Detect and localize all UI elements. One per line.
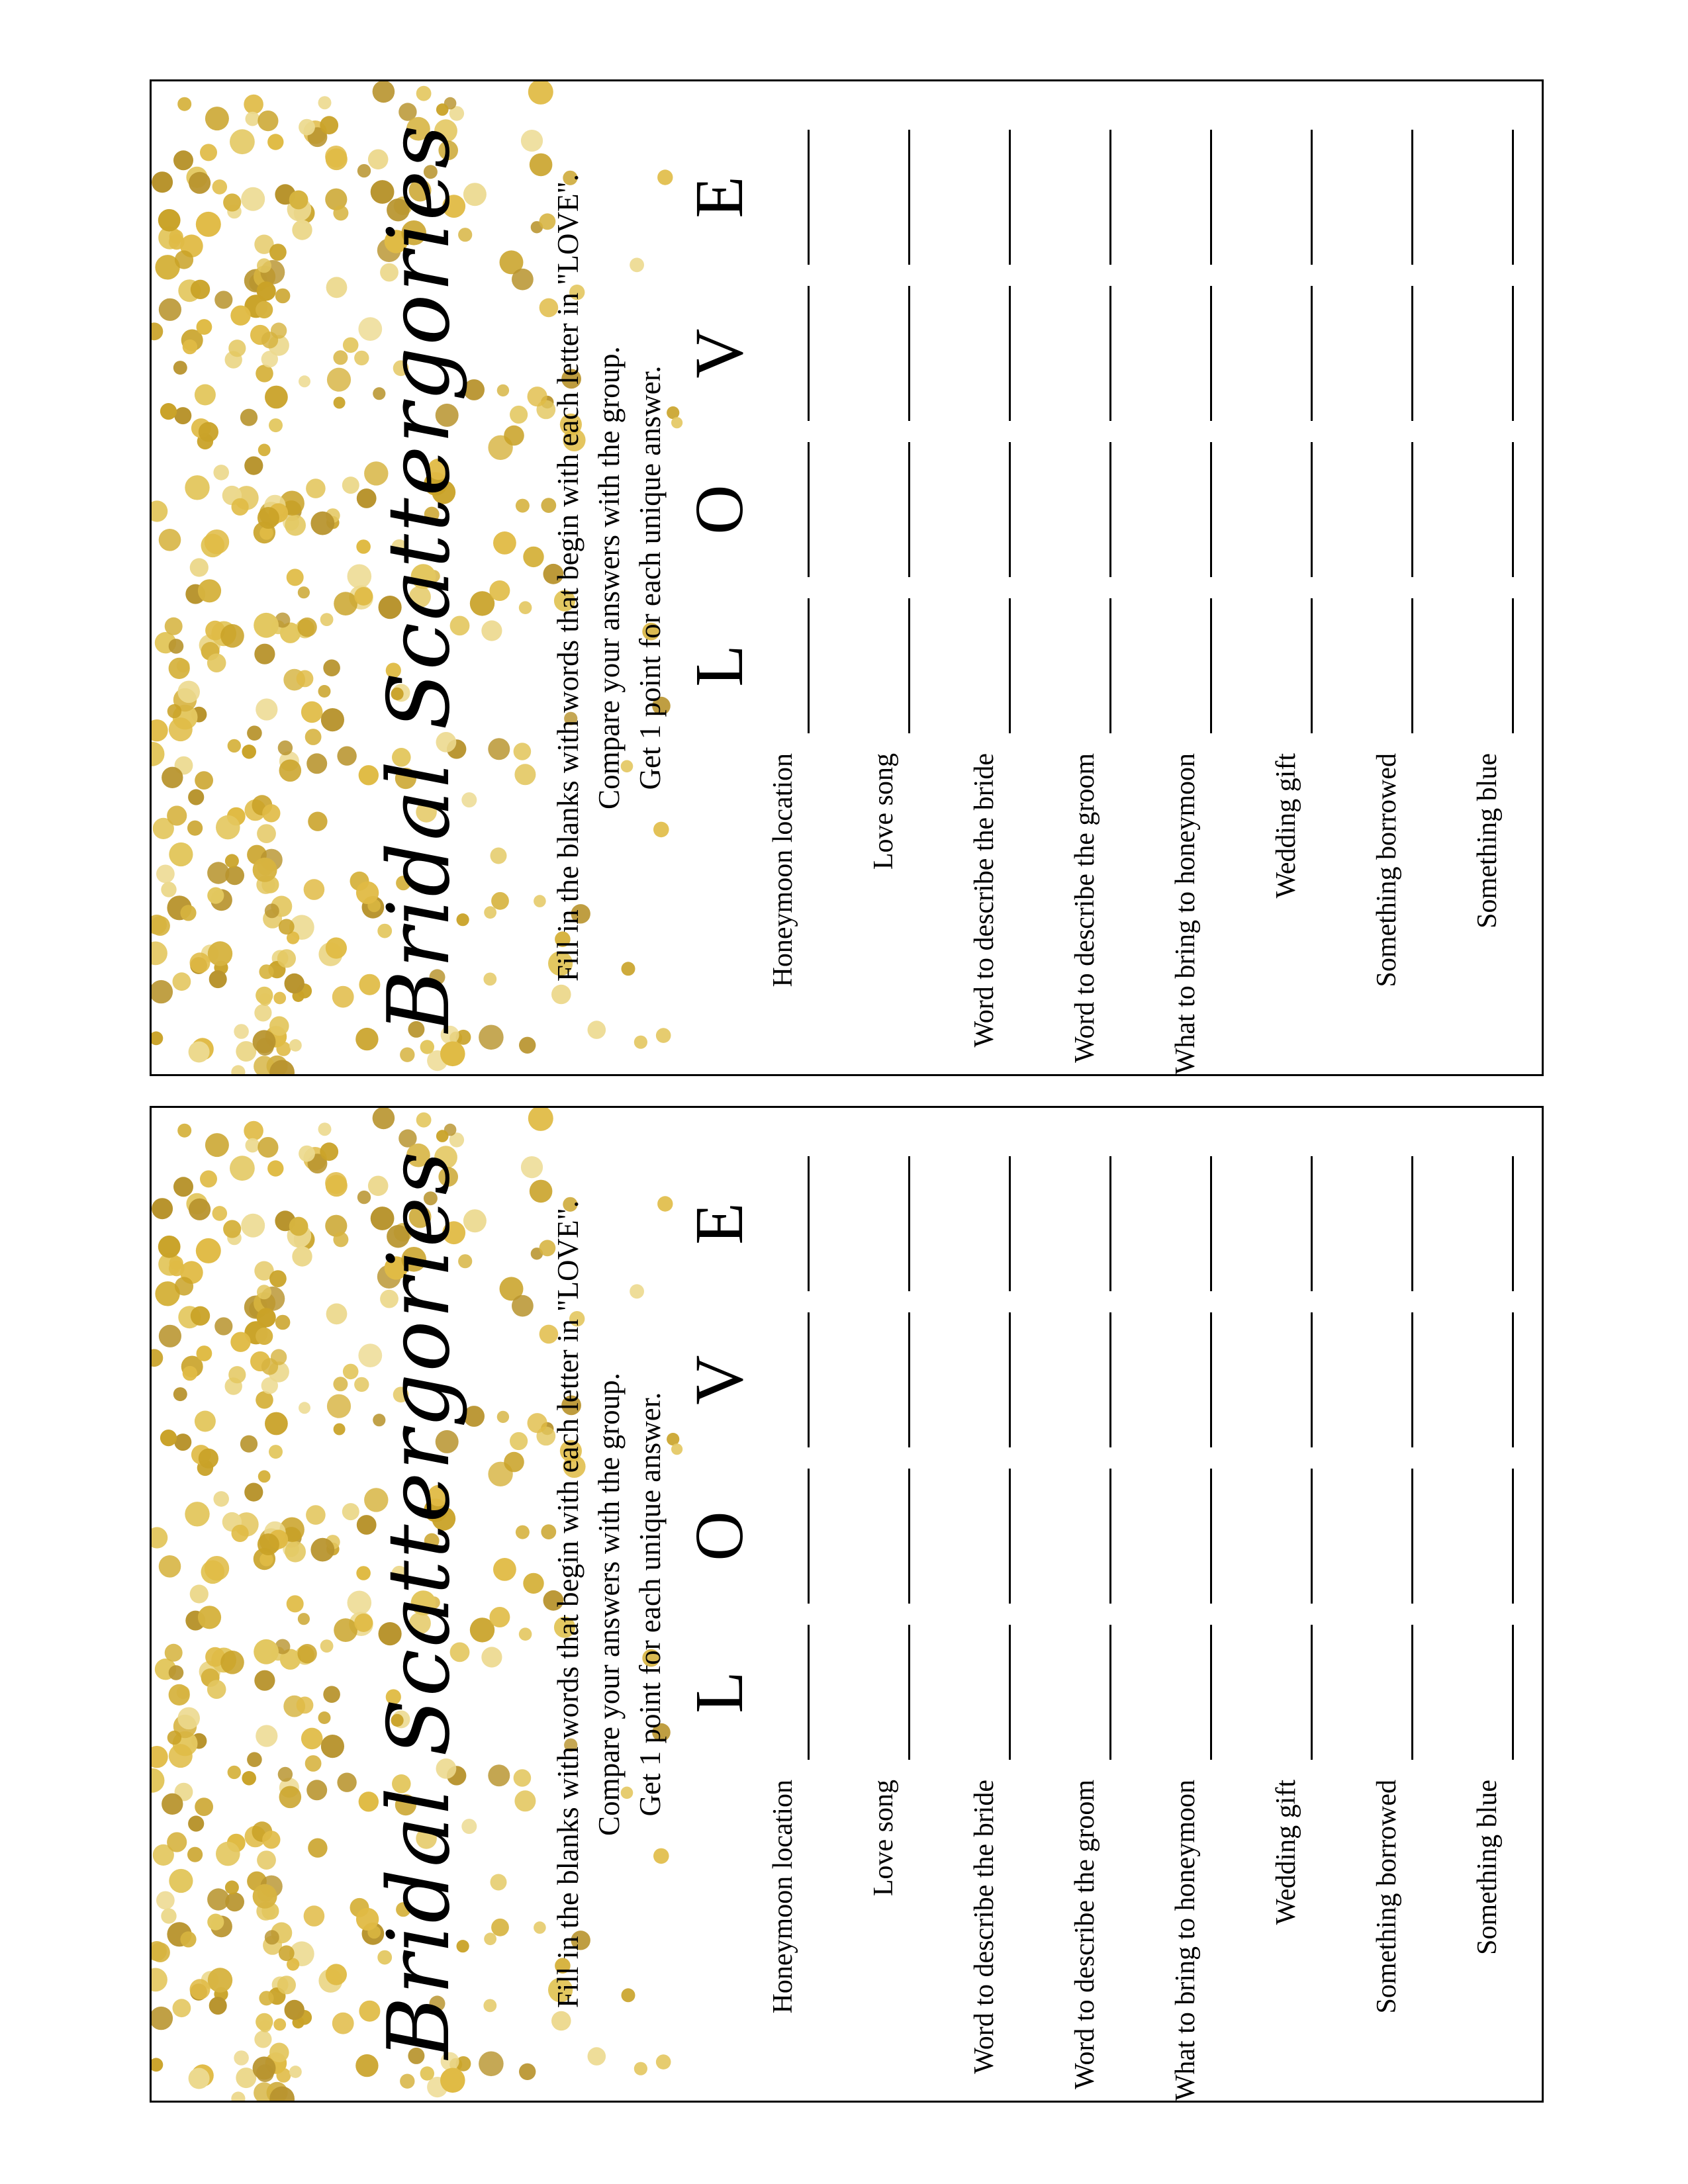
answer-blank xyxy=(1109,1312,1111,1447)
card-title: Bridal Scattergories xyxy=(370,122,469,1033)
answer-blank xyxy=(908,1156,910,1291)
answer-blank xyxy=(808,442,810,577)
answer-blank xyxy=(908,286,910,421)
category-label: Love song xyxy=(868,1780,899,1897)
answer-blank xyxy=(1411,598,1413,733)
answer-blank xyxy=(1512,1469,1514,1604)
answer-blank xyxy=(1109,1156,1111,1291)
instruction-line: Fill in the blanks with words that begin with each letter in "LOVE". xyxy=(551,1200,585,2009)
answer-blank xyxy=(808,1156,810,1291)
answer-blank xyxy=(1411,1625,1413,1760)
answer-blank xyxy=(1311,442,1313,577)
answer-blank xyxy=(1210,1469,1212,1604)
answer-blank xyxy=(1009,1312,1011,1447)
answer-blank xyxy=(808,130,810,265)
answer-blank xyxy=(1411,286,1413,421)
love-letter-E: E xyxy=(681,176,757,218)
answer-blank xyxy=(1009,1156,1011,1291)
answer-blank xyxy=(1210,1625,1212,1760)
answer-blank xyxy=(1311,598,1313,733)
answer-blank xyxy=(1210,1312,1212,1447)
answer-blank xyxy=(1210,442,1212,577)
category-label: Wedding gift xyxy=(1271,1780,1301,1925)
answer-blank xyxy=(908,598,910,733)
answer-blank xyxy=(1109,286,1111,421)
answer-blank xyxy=(908,1469,910,1604)
answer-blank xyxy=(1512,130,1514,265)
answer-blank xyxy=(808,1625,810,1760)
love-letter-O: O xyxy=(681,1511,757,1561)
answer-blank xyxy=(1411,442,1413,577)
answer-blank xyxy=(1311,130,1313,265)
answer-blank xyxy=(1210,1156,1212,1291)
category-label: What to bring to honeymoon xyxy=(1170,1780,1201,2101)
love-letter-E: E xyxy=(681,1203,757,1245)
instruction-line: Compare your answers with the group. xyxy=(592,346,626,809)
love-letter-L: L xyxy=(681,645,757,687)
category-label: Honeymoon location xyxy=(768,1780,798,2014)
answer-blank xyxy=(1311,1625,1313,1760)
scattergories-card-2 xyxy=(150,1106,1544,2103)
answer-blank xyxy=(1009,130,1011,265)
card-content-rotated xyxy=(152,81,1542,1074)
category-label: Word to describe the bride xyxy=(969,753,1000,1048)
answer-blank xyxy=(1210,598,1212,733)
answer-blank xyxy=(1009,1625,1011,1760)
answer-blank xyxy=(1009,598,1011,733)
answer-blank xyxy=(1411,130,1413,265)
instruction-line: Compare your answers with the group. xyxy=(592,1373,626,1836)
category-label: Word to describe the groom xyxy=(1070,753,1100,1063)
answer-blank xyxy=(808,598,810,733)
category-label: Word to describe the bride xyxy=(969,1780,1000,2074)
category-label: Word to describe the groom xyxy=(1070,1780,1100,2089)
instruction-line: Get 1 point for each unique answer. xyxy=(633,1392,667,1817)
answer-blank xyxy=(1512,1625,1514,1760)
category-label: Something blue xyxy=(1472,753,1503,929)
love-letter-V: V xyxy=(681,328,757,379)
answer-blank xyxy=(1512,1156,1514,1291)
instruction-line: Fill in the blanks with words that begin with each letter in "LOVE". xyxy=(551,173,585,982)
answer-blank xyxy=(1109,130,1111,265)
category-label: Wedding gift xyxy=(1271,753,1301,899)
answer-blank xyxy=(1512,598,1514,733)
answer-blank xyxy=(908,1625,910,1760)
answer-blank xyxy=(908,130,910,265)
love-letter-O: O xyxy=(681,484,757,535)
answer-grid xyxy=(152,1108,1542,2101)
answer-blank xyxy=(808,1469,810,1604)
category-label: Something blue xyxy=(1472,1780,1503,1955)
answer-blank xyxy=(908,1312,910,1447)
category-label: Something borrowed xyxy=(1372,1780,1402,2014)
answer-blank xyxy=(1311,1156,1313,1291)
answer-blank xyxy=(1009,286,1011,421)
card-content-rotated xyxy=(152,1108,1542,2101)
answer-blank xyxy=(808,1312,810,1447)
answer-blank xyxy=(1411,1156,1413,1291)
answer-grid xyxy=(152,81,1542,1074)
love-letter-L: L xyxy=(681,1671,757,1713)
answer-blank xyxy=(1512,1312,1514,1447)
answer-blank xyxy=(1009,1469,1011,1604)
answer-blank xyxy=(1512,286,1514,421)
category-label: What to bring to honeymoon xyxy=(1170,753,1201,1075)
answer-blank xyxy=(1411,1312,1413,1447)
card-title: Bridal Scattergories xyxy=(370,1149,469,2060)
love-letter-V: V xyxy=(681,1355,757,1405)
category-label: Honeymoon location xyxy=(768,753,798,987)
answer-blank xyxy=(1311,1312,1313,1447)
answer-blank xyxy=(1411,1469,1413,1604)
instruction-line: Get 1 point for each unique answer. xyxy=(633,365,667,790)
category-label: Something borrowed xyxy=(1372,753,1402,987)
answer-blank xyxy=(1109,442,1111,577)
answer-blank xyxy=(908,442,910,577)
answer-blank xyxy=(1109,598,1111,733)
answer-blank xyxy=(1512,442,1514,577)
answer-blank xyxy=(1109,1625,1111,1760)
answer-blank xyxy=(1210,286,1212,421)
category-label: Love song xyxy=(868,753,899,870)
answer-blank xyxy=(1311,286,1313,421)
answer-blank xyxy=(1009,442,1011,577)
scattergories-card-1 xyxy=(150,79,1544,1076)
answer-blank xyxy=(1109,1469,1111,1604)
answer-blank xyxy=(808,286,810,421)
answer-blank xyxy=(1210,130,1212,265)
answer-blank xyxy=(1311,1469,1313,1604)
